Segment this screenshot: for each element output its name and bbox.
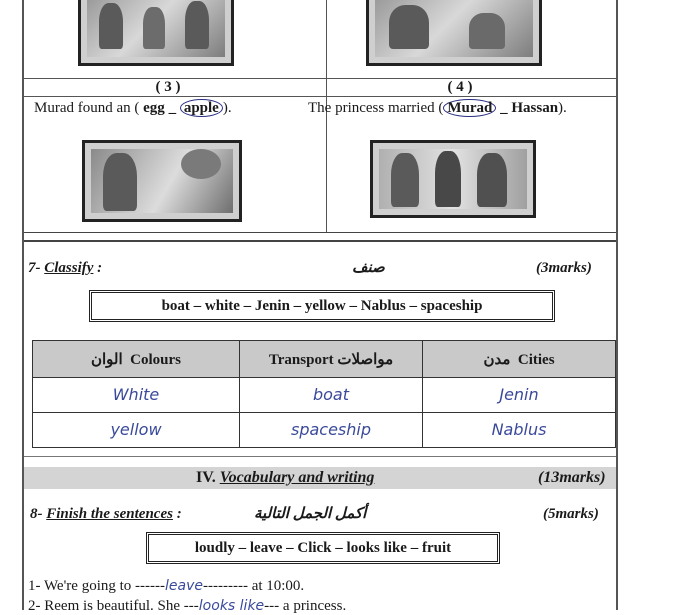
grid-line [24,96,616,97]
sentence-3-option-egg: egg [143,100,165,116]
cell-city-2 [423,413,616,448]
section-divider [24,456,616,457]
finish-line-1-prefix: 1- We're going to ------ [28,578,165,594]
section-4-title [196,469,374,487]
classify-marks: (3marks) [536,260,592,276]
sentence-3-separator: _ [168,100,177,116]
cell-colour-1 [33,378,240,413]
sentence-4-option-hassan: Hassan [511,100,559,116]
cell-city-1 [423,378,616,413]
sentence-3-option-apple: apple [180,99,223,117]
picture-4 [370,140,536,218]
section-4-numeral: IV. [196,469,216,486]
finish-question-colon: : [176,506,182,522]
sentence-3 [34,100,232,117]
answer-white: White [112,385,160,404]
column-colours-arabic: الوان [90,351,123,368]
finish-question-number: 8- [30,506,43,522]
sentence-4-prefix: The princess married ( [308,100,444,116]
section-4-marks: (13marks) [538,469,606,486]
finish-line-1-answer: leave [165,578,203,594]
classify-arabic-instruction: صنف [352,260,385,276]
column-transport [240,341,423,378]
classify-question-colon: : [97,260,103,276]
item-number-4: ( 4 ) [447,79,473,95]
finish-question-title: Finish the sentences [46,506,173,522]
finish-line-2 [28,598,346,615]
finish-marks: (5marks) [543,506,599,522]
finish-line-2-suffix: --- a princess. [264,598,347,614]
finish-line-2-prefix: 2- Reem is beautiful. She --- [28,598,199,614]
column-colours-english: Colours [130,351,181,368]
answer-jenin: Jenin [499,385,539,404]
cell-transport-2 [240,413,423,448]
classify-word-bank: boat – white – Jenin – yellow – Nablus – spaceship [89,290,555,322]
picture-1 [78,0,234,66]
classify-row [33,378,616,413]
column-transport-arabic: مواصلات [337,351,394,368]
answer-nablus: Nablus [491,420,547,439]
answer-boat: boat [312,385,350,404]
picture-2 [366,0,542,66]
column-colours [33,341,240,378]
page-border-right [616,0,618,610]
sentence-3-suffix: ). [222,100,232,116]
finish-line-1-suffix: --------- at 10:00. [202,578,305,594]
sentence-4 [308,100,567,117]
sentence-4-separator: _ [500,100,508,116]
grid-line [24,78,616,79]
classify-table-header [33,341,616,378]
sentence-4-suffix: ). [558,100,567,116]
finish-line-2-answer: looks like [198,598,265,614]
finish-arabic-instruction: أكمل الجمل التالية [254,506,367,522]
picture-grid [24,0,616,233]
classify-question-number: 7- [28,260,41,276]
sentence-4-option-murad: Murad [443,99,496,117]
column-cities [423,341,616,378]
classify-table [32,340,616,448]
finish-word-bank: loudly – leave – Click – looks like – fruit [146,532,500,564]
section-4-title-text: Vocabulary and writing [219,469,375,486]
section-divider [24,240,616,242]
classify-question [28,260,102,277]
cell-transport-1 [240,378,423,413]
column-cities-arabic: مدن [483,351,511,368]
classify-question-title: Classify [44,260,94,276]
finish-line-1 [28,578,304,595]
column-cities-english: Cities [517,351,555,368]
cell-colour-2 [33,413,240,448]
classify-row [33,413,616,448]
finish-question [30,506,182,523]
answer-yellow: yellow [110,420,162,439]
column-transport-english: Transport [268,351,334,368]
sentence-3-prefix: Murad found an ( [34,100,140,116]
item-number-3: ( 3 ) [155,79,181,95]
picture-3 [82,140,242,222]
answer-spaceship: spaceship [290,420,371,439]
